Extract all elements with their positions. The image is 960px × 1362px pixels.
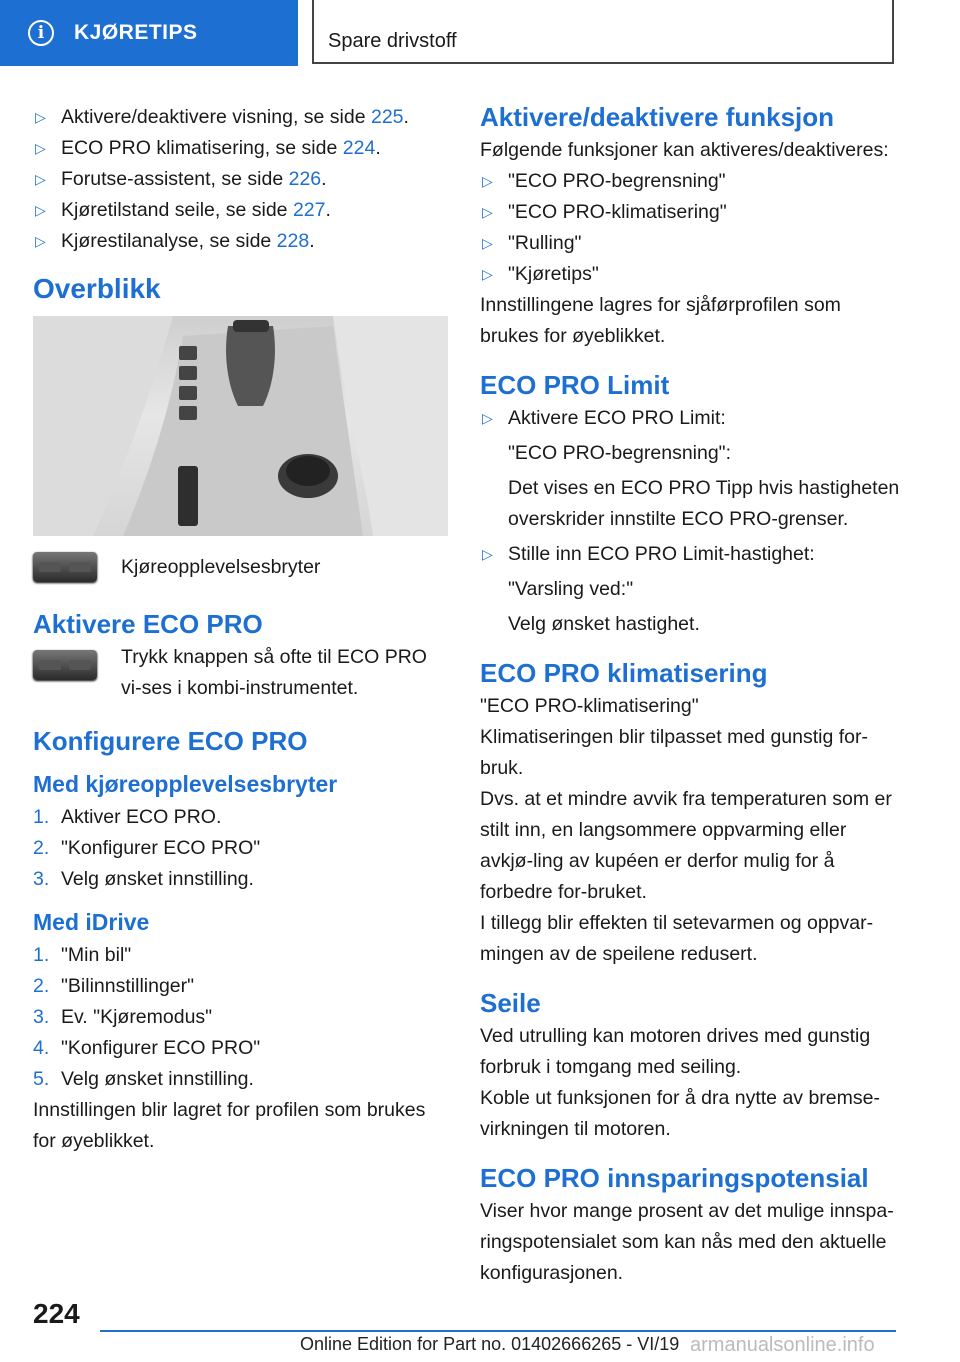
list-item: 1. Aktiver ECO PRO. [33, 806, 222, 828]
activate-heading: Aktivere ECO PRO [33, 609, 263, 639]
list-item: 3. Ev. "Kjøremodus" [33, 1006, 213, 1028]
climate-text: "ECO PRO-klimatisering" [480, 695, 699, 717]
driving-experience-switch-icon [33, 552, 97, 582]
with-idrive-heading: Med iDrive [33, 909, 150, 935]
list-item: ▷ Kjørestilanalyse, se side 228. [35, 230, 315, 252]
with-switch-steps [33, 802, 448, 895]
climate-heading: ECO PRO klimatisering [480, 658, 768, 688]
list-item: ▷ ECO PRO klimatisering, se side 224. [35, 137, 381, 159]
center-console-photo [33, 316, 448, 536]
reference-list [33, 102, 448, 257]
page-link[interactable]: 228 [276, 230, 310, 252]
list-item: ▷ Forutse-assistent, se side 226. [35, 168, 327, 190]
left-column [33, 102, 448, 1157]
list-item: ▷ Aktivere/deaktivere visning, se side 225. [35, 106, 409, 128]
with-switch-heading: Med kjøreopplevelsesbryter [33, 771, 338, 797]
list-item: 2. "Konfigurer ECO PRO" [33, 837, 261, 859]
toggle-intro: Følgende funksjoner kan aktiveres/deaktiveres: [480, 139, 889, 161]
with-idrive-steps [33, 940, 448, 1095]
toggle-heading: Aktivere/deaktivere funksjon [480, 102, 835, 132]
driving-experience-switch-icon [33, 650, 97, 680]
footer-rule [100, 1330, 896, 1332]
header-topic-box [312, 0, 894, 64]
page-link[interactable]: 224 [342, 137, 376, 159]
overblikk-heading: Overblikk [33, 273, 161, 304]
climate-text: Dvs. at et mindre avvik fra temperaturen som er stilt inn, en langsommere oppvarming eller avkjø-ling av kupéen er derfor mulig for å forbedre for-bruket. [480, 788, 892, 903]
list-item: 5. Velg ønsket innstilling. [33, 1068, 254, 1090]
list-item: ▷ "Kjøretips" [482, 263, 599, 285]
savings-text: Viser hvor mange prosent av det mulige innspa-ringspotensialet som kan nås med den aktuelle konfigurasjonen. [480, 1200, 894, 1284]
climate-text: Klimatiseringen blir tilpasset med gunstig for-bruk. [480, 726, 869, 779]
sail-heading: Seile [480, 988, 541, 1018]
climate-text: I tillegg blir effekten til setevarmen og oppvar-mingen av de speilene redusert. [480, 912, 874, 965]
sail-text: Ved utrulling kan motoren drives med gunstig forbruk i tomgang med seiling. [480, 1025, 871, 1078]
watermark: armanualsonline.info [690, 1334, 875, 1356]
list-item: 1. "Min bil" [33, 944, 132, 966]
limit-heading: ECO PRO Limit [480, 370, 670, 400]
toggle-list [480, 166, 900, 290]
list-item: 2. "Bilinnstillinger" [33, 975, 195, 997]
list-item: ▷ Aktivere ECO PRO Limit: "ECO PRO-begrensning": Det vises en ECO PRO Tipp hvis hastigheten overskrider innstilte ECO PRO-grenser. [482, 407, 900, 530]
sail-text: Koble ut funksjonen for å dra nytte av bremse-virkningen til motoren. [480, 1087, 880, 1140]
toggle-note: Innstillingene lagres for sjåførprofilen som brukes for øyeblikket. [480, 294, 841, 347]
configure-heading: Konfigurere ECO PRO [33, 726, 308, 756]
page-number: 224 [33, 1298, 80, 1329]
activate-text: Trykk knappen så ofte til ECO PRO vi-ses i kombi-instrumentet. [121, 646, 427, 699]
list-item: 4. "Konfigurer ECO PRO" [33, 1037, 261, 1059]
list-item: ▷ "ECO PRO-begrensning" [482, 170, 726, 192]
header-section-title: KJØRETIPS [74, 21, 198, 44]
right-column [480, 102, 900, 1289]
list-item: ▷ "Rulling" [482, 232, 582, 254]
list-item: ▷ Stille inn ECO PRO Limit-hastighet: "Varsling ved:" Velg ønsket hastighet. [482, 543, 815, 635]
profile-note: Innstillingen blir lagret for profilen som brukes for øyeblikket. [33, 1099, 426, 1152]
page-link[interactable]: 227 [292, 199, 326, 221]
header-topic-title: Spare drivstoff [328, 30, 457, 52]
page-link[interactable]: 225 [370, 106, 404, 128]
list-item: ▷ "ECO PRO-klimatisering" [482, 201, 727, 223]
activate-row [33, 642, 448, 704]
switch-caption: Kjøreopplevelsesbryter [121, 556, 321, 578]
footer-edition: Online Edition for Part no. 01402666265 - VI/19 [300, 1334, 680, 1354]
page-link[interactable]: 226 [288, 168, 322, 190]
savings-heading: ECO PRO innsparingspotensial [480, 1163, 869, 1193]
info-icon: i [28, 20, 54, 46]
header-section-tab [0, 0, 298, 66]
switch-legend [33, 552, 448, 583]
list-item: 3. Velg ønsket innstilling. [33, 868, 254, 890]
list-item: ▷ Kjøretilstand seile, se side 227. [35, 199, 331, 221]
